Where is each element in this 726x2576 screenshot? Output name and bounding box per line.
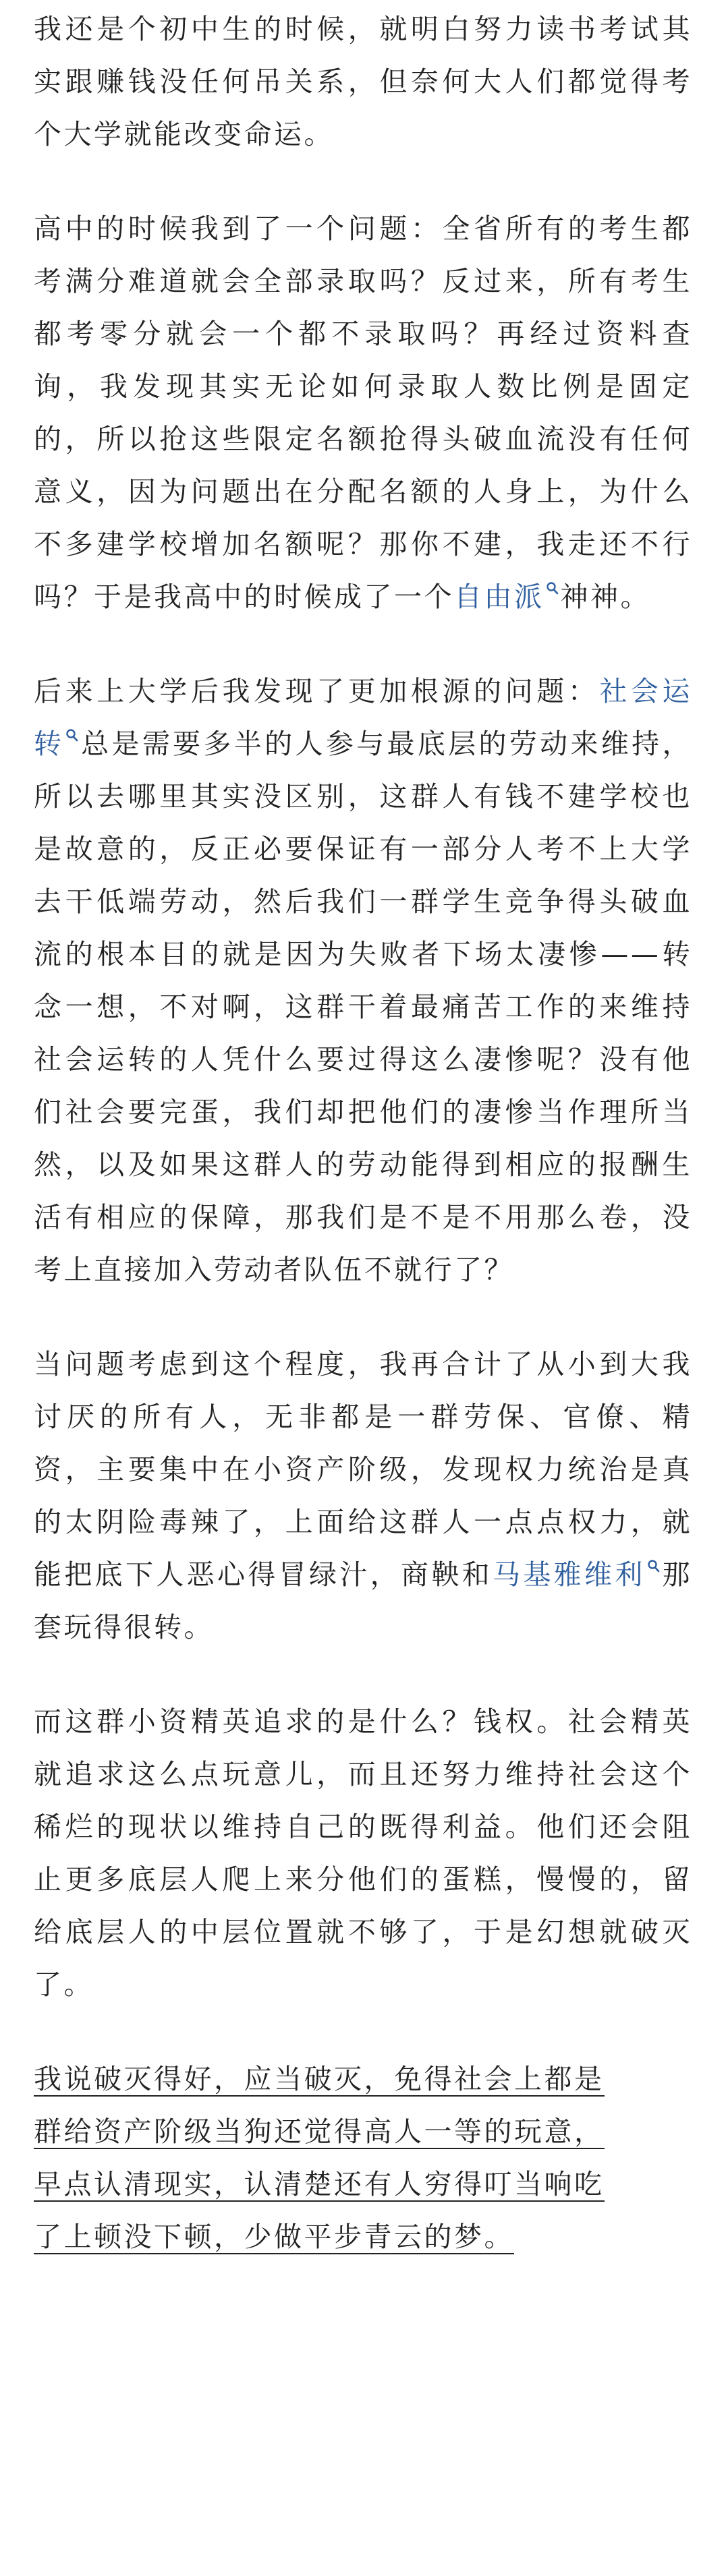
paragraph-6-line-3: 早点认清现实，认清楚还有人穷得叮当响吃	[34, 2168, 605, 2200]
paragraph-4-text-before: 当问题考虑到这个程度，我再合计了从小到大我讨厌的所有人，无非都是一群劳保、官僚、精资，主要集中在小资产阶级，发现权力统治是真的太阴险毒辣了，上面给这群人一点点权力，就能把底下人恶心得冒绿汁，商鞅和	[34, 1348, 692, 1591]
paragraph-2	[34, 202, 692, 623]
paragraph-5-text: 而这群小资精英追求的是什么？钱权。社会精英就追求这么点玩意儿，而且还努力维持社会这个稀烂的现状以维持自己的既得利益。他们还会阻止更多底层人爬上来分他们的蛋糕，慢慢的，留给底层人的中层位置就不够了，于是幻想就破灭了。	[34, 1705, 692, 2001]
paragraph-3	[34, 665, 692, 1296]
search-icon[interactable]	[65, 728, 79, 743]
link-shehuiyunzhuan[interactable]: 社会运转	[34, 675, 693, 760]
paragraph-5	[34, 1695, 692, 2011]
search-icon[interactable]	[647, 1559, 661, 1574]
paragraph-2-text-before: 高中的时候我到了一个问题：全省所有的考生都考满分难道就会全部录取吗？反过来，所有考生都考零分就会一个都不录取吗？再经过资料查询，我发现其实无论如何录取人数比例是固定的，所以抢这些限定名额抢得头破血流没有任何意义，因为问题出在分配名额的人身上，为什么不多建学校增加名额呢？那你不建，我走还不行吗？于是我高中的时候成了一个	[34, 212, 692, 613]
paragraph-6-line-4: 了上顿没下顿，少做平步青云的梦。	[34, 2221, 514, 2253]
paragraph-6	[34, 2053, 692, 2263]
paragraph-1-text: 我还是个初中生的时候，就明白努力读书考试其实跟赚钱没任何吊关系，但奈何大人们都觉得考个大学就能改变命运。	[34, 13, 692, 150]
paragraph-2-text-after: 神神。	[560, 581, 650, 613]
paragraph-3-text-after: 总是需要多半的人参与最底层的劳动来维持，所以去哪里其实没区别，这群人有钱不建学校也是故意的，反正必要保证有一部分人考不上大学去干低端劳动，然后我们一群学生竞争得头破血流的根本目的就是因为失败者下场太凄惨——转念一想，不对啊，这群干着最痛苦工作的来维持社会运转的人凭什么要过得这么凄惨呢？没有他们社会要完蛋，我们却把他们的凄惨当作理所当然，以及如果这群人的劳动能得到相应的报酬生活有相应的保障，那我们是不是不用那么卷，没考上直接加入劳动者队伍不就行了？	[34, 728, 693, 1286]
paragraph-1	[34, 3, 692, 160]
search-icon[interactable]	[546, 581, 559, 596]
paragraph-3-text-before: 后来上大学后我发现了更加根源的问题：	[34, 675, 600, 707]
link-ziyoupai[interactable]: 自由派	[454, 581, 544, 613]
paragraph-4-text-after: 那套玩得很转。	[34, 1558, 693, 1643]
paragraph-6-line-2: 群给资产阶级当狗还觉得高人一等的玩意，	[34, 2115, 605, 2148]
link-majiyaweili[interactable]: 马基雅维利	[493, 1558, 646, 1591]
paragraph-4	[34, 1338, 692, 1653]
paragraph-6-line-1: 我说破灭得好，应当破灭，免得社会上都是	[34, 2063, 605, 2095]
